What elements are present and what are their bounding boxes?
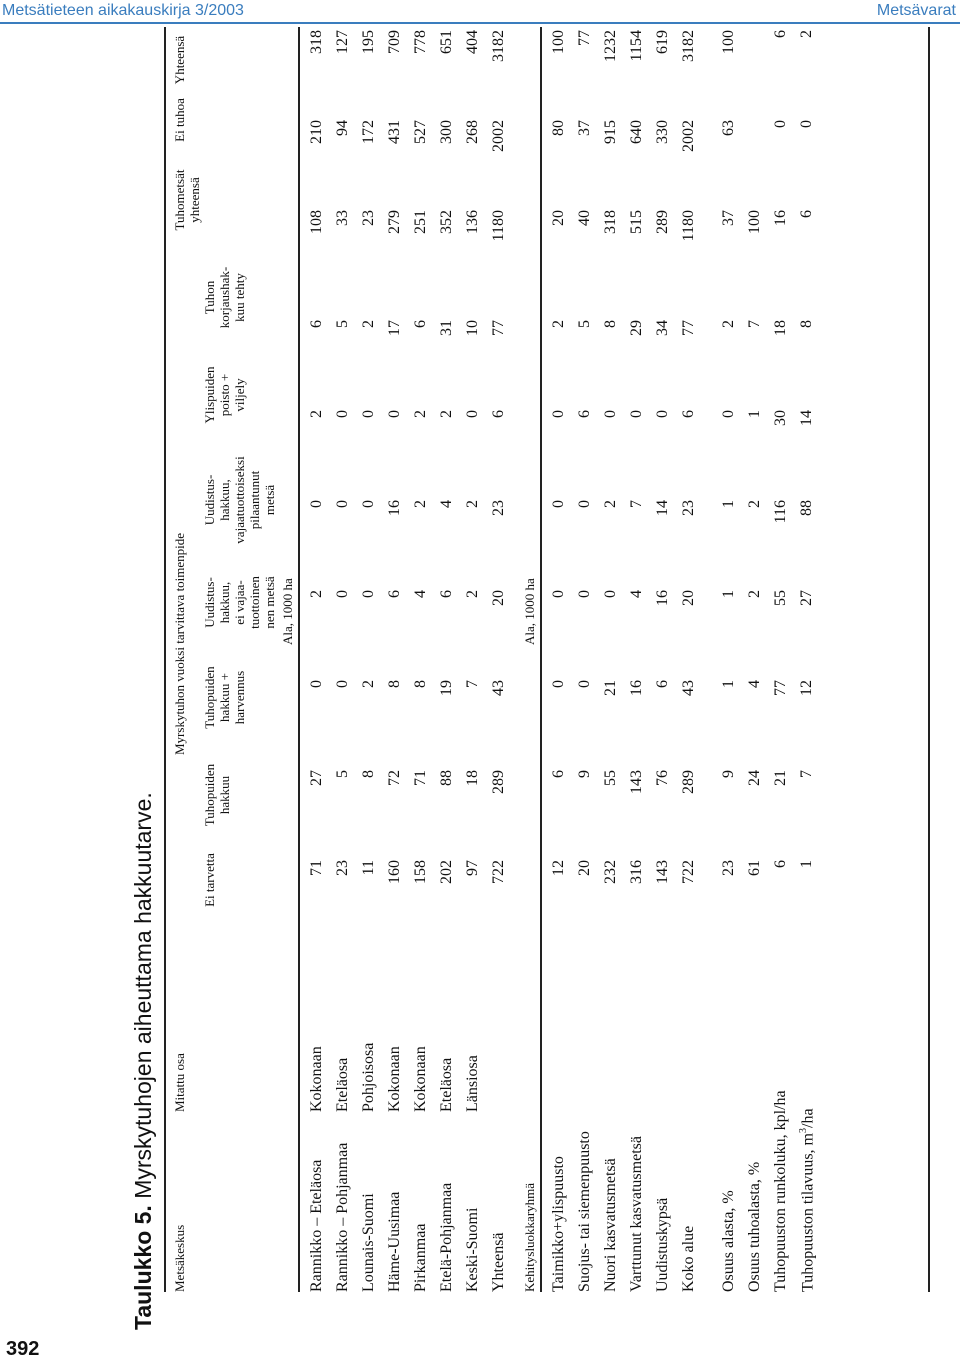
table-cell: 318: [308, 30, 325, 54]
table-cell: 20: [550, 210, 567, 226]
table-cell: 1: [720, 500, 737, 508]
row-label: [798, 1108, 817, 1292]
table-cell: 6: [386, 590, 403, 598]
row-part: Kokonaan: [412, 1046, 429, 1112]
page-number: 392: [6, 1338, 40, 1360]
table-cell: 2002: [680, 120, 697, 152]
table-cell: 160: [386, 860, 403, 884]
table-cell: 116: [772, 500, 789, 524]
table-cell: 0: [602, 590, 619, 598]
table-cell: 0: [308, 680, 325, 688]
table-cell: 43: [490, 680, 507, 696]
table-cell: 2: [746, 590, 763, 598]
table-cell: 8: [386, 680, 403, 688]
table-cell: 404: [464, 30, 481, 54]
table-cell: 143: [628, 770, 645, 794]
table-cell: 202: [438, 860, 455, 884]
table-cell: 0: [334, 410, 351, 418]
col-header-yhteensa: Yhteensä: [172, 35, 187, 85]
table-cell: 0: [464, 410, 481, 418]
table-cell: 29: [628, 320, 645, 336]
table-cell: 11: [360, 860, 377, 876]
table-cell: 100: [746, 210, 763, 234]
top-rule: [164, 27, 166, 1292]
table-title-text: Myrskytuhojen aiheuttama hakkuutarve.: [130, 792, 156, 1206]
section-title: Metsävarat: [876, 2, 956, 19]
row-label: Suojus- tai siemenpuusto: [576, 1131, 593, 1292]
table-cell: 18: [772, 320, 789, 336]
table-cell: 2: [720, 320, 737, 328]
table-cell: 6: [550, 770, 567, 778]
table-cell: 7: [628, 500, 645, 508]
table-cell: 3182: [490, 30, 507, 62]
table-cell: 21: [602, 680, 619, 696]
table-cell: 10: [464, 320, 481, 336]
table-cell: 527: [412, 120, 429, 144]
table-cell: 195: [360, 30, 377, 54]
table-cell: 0: [550, 500, 567, 508]
table-cell: 0: [550, 590, 567, 598]
table-cell: 2: [308, 410, 325, 418]
table-cell: 0: [576, 680, 593, 688]
table-cell: 7: [464, 680, 481, 688]
table-cell: 2002: [490, 120, 507, 152]
table-cell: 0: [654, 410, 671, 418]
table-cell: 20: [680, 590, 697, 606]
table-cell: 27: [798, 590, 815, 606]
table-cell: 158: [412, 860, 429, 884]
table-cell: 318: [602, 210, 619, 234]
table-cell: 30: [772, 410, 789, 426]
row-label: Keski-Suomi: [464, 1207, 481, 1292]
table-cell: 709: [386, 30, 403, 54]
table-cell: 1: [746, 410, 763, 418]
table-cell: 8: [360, 770, 377, 778]
table-cell: 515: [628, 210, 645, 234]
table-cell: 55: [602, 770, 619, 786]
table-cell: 88: [438, 770, 455, 786]
table-cell: 6: [654, 680, 671, 688]
table-cell: 2: [746, 500, 763, 508]
col-header-group: Myrskytuhon vuoksi tarvittava toimenpide: [172, 532, 187, 755]
table-cell: 4: [438, 500, 455, 508]
table-cell: 63: [720, 120, 737, 136]
table-cell: 127: [334, 30, 351, 54]
table-cell: 6: [490, 410, 507, 418]
col-header-metsakeskus: Metsäkeskus: [172, 1224, 187, 1292]
table-cell: 23: [490, 500, 507, 516]
table-cell: 6: [412, 320, 429, 328]
table-cell: 5: [576, 320, 593, 328]
table-cell: 172: [360, 120, 377, 144]
table-cell: 1232: [602, 30, 619, 62]
table-cell: 0: [576, 500, 593, 508]
table-cell: 9: [720, 770, 737, 778]
table-cell: 16: [654, 590, 671, 606]
rotated-table: [130, 30, 930, 1330]
table-cell: 88: [798, 500, 815, 516]
running-header: [0, 0, 960, 26]
table-cell: 31: [438, 320, 455, 336]
header-rule-bottom: [298, 27, 300, 1292]
table-cell: 8: [412, 680, 429, 688]
table-cell: 76: [654, 770, 671, 786]
table-cell: 136: [464, 210, 481, 234]
col-header-tuhometsat: Tuhometsät yhteensä: [172, 169, 202, 231]
table-cell: 17: [386, 320, 403, 336]
row-label: Koko alue: [680, 1225, 697, 1292]
col-header-uud-vajaa: Uudistus- hakkuu, vajaatuottoiseksi pilaantunut metsä: [202, 456, 277, 544]
row-label: Varttunut kasvatusmetsä: [628, 1136, 645, 1292]
table-cell: 915: [602, 120, 619, 144]
table-cell: 651: [438, 30, 455, 54]
table-cell: 2: [360, 680, 377, 688]
table-cell: 2: [464, 590, 481, 598]
table-cell: 1180: [490, 210, 507, 242]
table-cell: 0: [772, 120, 789, 128]
table-cell: 2: [412, 500, 429, 508]
table-cell: 6: [576, 410, 593, 418]
table-cell: 4: [412, 590, 429, 598]
table-cell: 7: [798, 770, 815, 778]
row-label: Nuori kasvatusmetsä: [602, 1158, 619, 1292]
row-label: Osuus alasta, %: [720, 1190, 737, 1292]
table-title-label: Taulukko 5.: [130, 1205, 156, 1330]
table-cell: 2: [360, 320, 377, 328]
table-cell: 0: [576, 590, 593, 598]
table-cell: 251: [412, 210, 429, 234]
row-label-sup: 3: [798, 1128, 809, 1133]
table-cell: 23: [680, 500, 697, 516]
table-cell: 94: [334, 120, 351, 136]
table-cell: 6: [772, 860, 789, 868]
table-cell: 2: [412, 410, 429, 418]
row-label: Taimikko+ylispuusto: [550, 1156, 567, 1292]
table-cell: 77: [680, 320, 697, 336]
row-label: Rannikko – Pohjanmaa: [334, 1142, 351, 1292]
table-cell: 2: [550, 320, 567, 328]
table-cell: 3182: [680, 30, 697, 62]
table-cell: 100: [720, 30, 737, 54]
table-cell: 43: [680, 680, 697, 696]
row-label: Osuus tuhoalasta, %: [746, 1161, 763, 1292]
table-cell: 20: [576, 860, 593, 876]
table-title: [130, 792, 157, 1330]
table-cell: 19: [438, 680, 455, 696]
table-cell: 23: [360, 210, 377, 226]
table-cell: 16: [628, 680, 645, 696]
table-cell: 21: [772, 770, 789, 786]
row-label: Etelä-Pohjanmaa: [438, 1182, 455, 1292]
table-cell: 619: [654, 30, 671, 54]
table-cell: 18: [464, 770, 481, 786]
table-cell: 77: [576, 30, 593, 46]
table-cell: 0: [386, 410, 403, 418]
table-cell: 12: [550, 860, 567, 876]
table-cell: 640: [628, 120, 645, 144]
table-cell: 23: [720, 860, 737, 876]
table-cell: 34: [654, 320, 671, 336]
table-cell: 1: [720, 590, 737, 598]
table-cell: 232: [602, 860, 619, 884]
row-part: Kokonaan: [308, 1046, 325, 1112]
kehitys-header: Kehitysluokkaryhmä: [522, 1182, 537, 1292]
unit-label-2: Ala, 1000 ha: [522, 578, 537, 645]
row-part: Länsiosa: [464, 1055, 481, 1112]
table-cell: 1154: [628, 30, 645, 62]
table-cell: 14: [798, 410, 815, 426]
table-cell: 27: [308, 770, 325, 786]
row-part: Kokonaan: [386, 1046, 403, 1112]
table-cell: 72: [386, 770, 403, 786]
table-cell: 0: [550, 680, 567, 688]
row-label: Tuhopuuston runkoluku, kpl/ha: [772, 1090, 789, 1292]
row-label: Yhteensä: [490, 1232, 507, 1292]
row-label: Uudistuskypsä: [654, 1197, 671, 1292]
table-cell: 0: [334, 680, 351, 688]
table-cell: 12: [798, 680, 815, 696]
table-cell: 300: [438, 120, 455, 144]
table-cell: 0: [360, 500, 377, 508]
table-cell: 0: [798, 120, 815, 128]
table-cell: 16: [772, 210, 789, 226]
row-label-tail: /ha: [799, 1108, 817, 1128]
row-label: Häme-Uusimaa: [386, 1191, 403, 1292]
table-cell: 2: [308, 590, 325, 598]
row-label: Lounais-Suomi: [360, 1193, 377, 1292]
col-header-ei-tuhoa: Ei tuhoa: [172, 98, 187, 142]
table-cell: 14: [654, 500, 671, 516]
table-cell: 722: [680, 860, 697, 884]
table-cell: 8: [798, 320, 815, 328]
table-cell: 37: [720, 210, 737, 226]
col-header-tuho-harvennus: Tuhopuiden hakkuu + harvennus: [202, 666, 247, 729]
table-cell: 20: [490, 590, 507, 606]
table-cell: 2: [798, 30, 815, 38]
table-cell: 0: [360, 590, 377, 598]
table-cell: 6: [680, 410, 697, 418]
row-part: Pohjoisosa: [360, 1042, 377, 1112]
table-cell: 24: [746, 770, 763, 786]
table-cell: 289: [490, 770, 507, 794]
bottom-rule: [928, 27, 930, 1292]
table-cell: 352: [438, 210, 455, 234]
table-cell: 0: [602, 410, 619, 418]
table-cell: 55: [772, 590, 789, 606]
table-cell: 80: [550, 120, 567, 136]
table-cell: 97: [464, 860, 481, 876]
table-cell: 61: [746, 860, 763, 876]
col-header-ei-tarvetta: Ei tarvetta: [202, 853, 217, 907]
table-cell: 23: [334, 860, 351, 876]
table-cell: 289: [680, 770, 697, 794]
table-cell: 0: [628, 410, 645, 418]
col-header-mitattu-osa: Mitattu osa: [172, 1053, 187, 1112]
row-label: Pirkanmaa: [412, 1223, 429, 1292]
table-cell: 2: [438, 410, 455, 418]
table-cell: 143: [654, 860, 671, 884]
table-cell: 330: [654, 120, 671, 144]
table-cell: 0: [334, 590, 351, 598]
table-cell: 279: [386, 210, 403, 234]
table-cell: 71: [308, 860, 325, 876]
table-cell: 5: [334, 320, 351, 328]
table-cell: 4: [628, 590, 645, 598]
table-cell: 0: [360, 410, 377, 418]
section-rule: [540, 27, 542, 1292]
table-cell: 6: [308, 320, 325, 328]
table-cell: 5: [334, 770, 351, 778]
table-cell: 210: [308, 120, 325, 144]
table-cell: 6: [438, 590, 455, 598]
table-cell: 1180: [680, 210, 697, 242]
table-cell: 289: [654, 210, 671, 234]
table-cell: 16: [386, 500, 403, 516]
row-part: Eteläosa: [334, 1057, 351, 1112]
row-label: Rannikko – Eteläosa: [308, 1159, 325, 1292]
table-cell: 77: [490, 320, 507, 336]
table-cell: 0: [720, 410, 737, 418]
table-cell: 268: [464, 120, 481, 144]
col-header-uud-ei-vajaa: Uudistus- hakkuu, ei vajaa- tuottoinen nen metsä: [202, 576, 277, 629]
table-cell: 7: [746, 320, 763, 328]
table-cell: 2: [602, 500, 619, 508]
table-cell: 6: [772, 30, 789, 38]
table-cell: 0: [550, 410, 567, 418]
header-rule: [0, 22, 960, 24]
table-cell: 0: [334, 500, 351, 508]
table-cell: 8: [602, 320, 619, 328]
row-part: Eteläosa: [438, 1057, 455, 1112]
table-cell: 722: [490, 860, 507, 884]
col-header-korjaus: Tuhon korjaushak- kuu tehty: [202, 266, 247, 329]
table-cell: 0: [308, 500, 325, 508]
table-cell: 37: [576, 120, 593, 136]
table-cell: 108: [308, 210, 325, 234]
col-header-ylis: Ylispuiden poisto + viljely: [202, 366, 247, 424]
table-cell: 40: [576, 210, 593, 226]
journal-title: Metsätieteen aikakauskirja 3/2003: [2, 2, 244, 19]
table-cell: 2: [464, 500, 481, 508]
table-cell: 100: [550, 30, 567, 54]
table-cell: 77: [772, 680, 789, 696]
table-cell: 1: [798, 860, 815, 868]
table-cell: 9: [576, 770, 593, 778]
table-cell: 1: [720, 680, 737, 688]
unit-label-1: Ala, 1000 ha: [280, 578, 295, 645]
table-cell: 316: [628, 860, 645, 884]
table-cell: 431: [386, 120, 403, 144]
table-cell: 33: [334, 210, 351, 226]
table-cell: 4: [746, 680, 763, 688]
col-header-tuho-hakkuu: Tuhopuiden hakkuu: [202, 763, 232, 827]
table-cell: 71: [412, 770, 429, 786]
row-label-main: Tuhopuuston tilavuus, m: [799, 1133, 817, 1292]
table-cell: 778: [412, 30, 429, 54]
table-cell: 6: [798, 210, 815, 218]
